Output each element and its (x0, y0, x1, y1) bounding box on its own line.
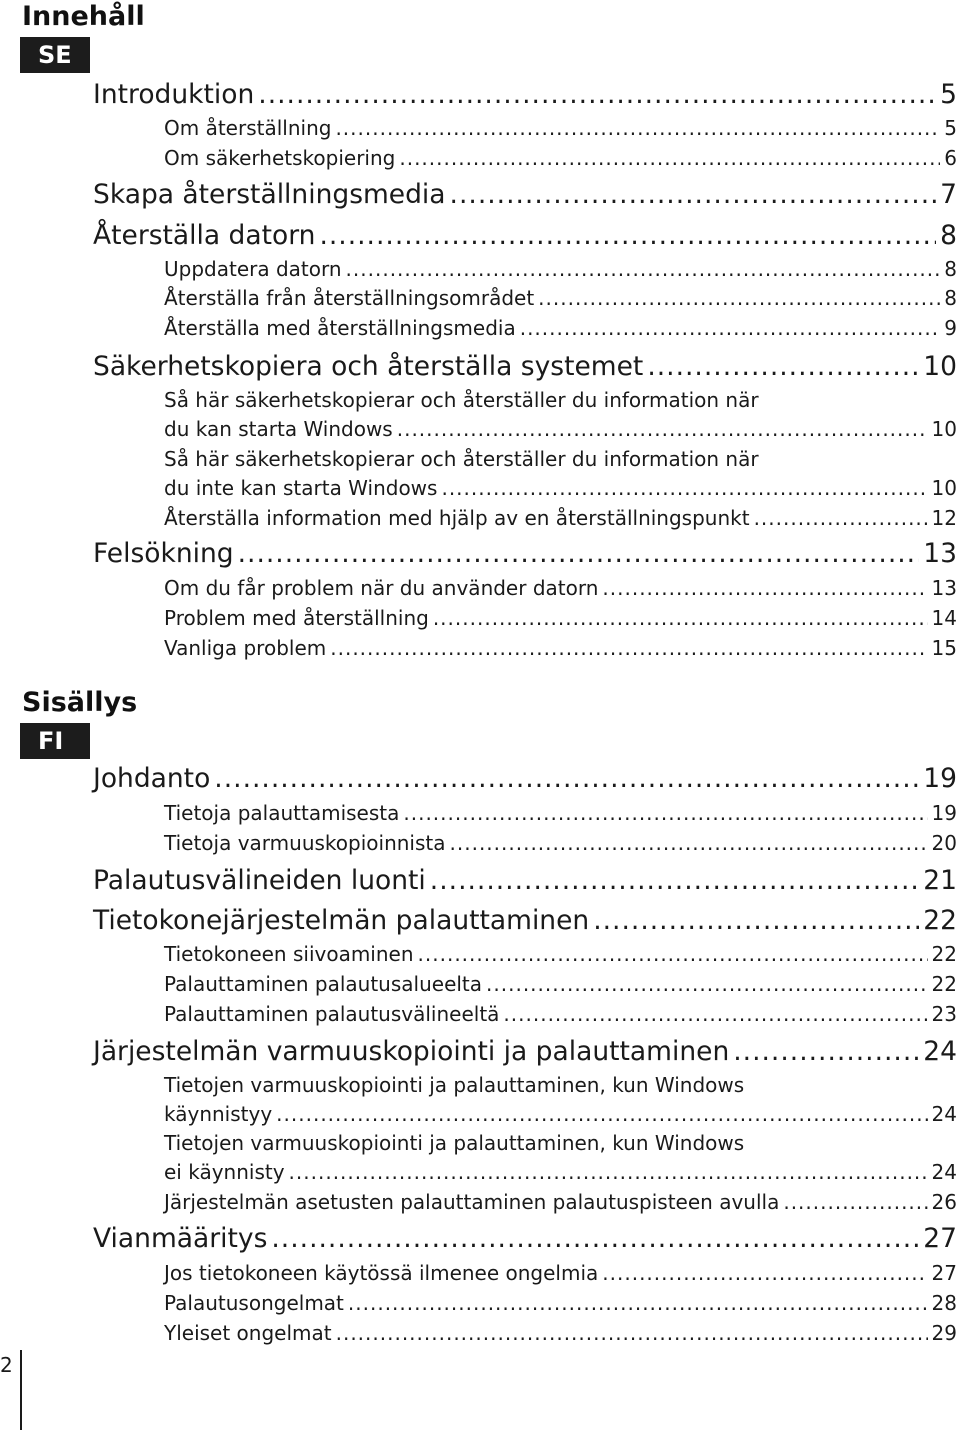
toc-page-number: 8 (944, 257, 957, 281)
toc-page-number: 27 (923, 1223, 957, 1254)
toc-page-number: 8 (940, 220, 957, 251)
toc-entry-level1[interactable] (93, 1222, 957, 1256)
toc-entry-title: käynnistyy (164, 1102, 273, 1126)
toc-entry-level2[interactable] (164, 1071, 957, 1129)
toc-leader-dots (399, 144, 940, 173)
toc-entry-title: Palautusvälineiden luonti (93, 865, 426, 896)
toc-entry-level1[interactable] (93, 537, 957, 571)
toc-entry-title-line1: Så här säkerhetskopierar och återställer du information när (164, 447, 759, 471)
toc-leader-dots (319, 219, 936, 253)
toc-entry-level2[interactable] (164, 940, 957, 969)
toc-entry-level1[interactable] (93, 178, 957, 212)
toc-page-number: 19 (931, 801, 957, 825)
toc-entry-title: Järjestelmän asetusten palauttaminen palautuspisteen avulla (164, 1190, 780, 1214)
toc-page-number: 10 (931, 417, 957, 441)
toc-entry-level2[interactable] (164, 604, 957, 633)
toc-entry-title: Järjestelmän varmuuskopiointi ja palauttaminen (93, 1036, 730, 1067)
toc-entry-level1[interactable] (93, 78, 957, 112)
toc-entry-level2[interactable] (164, 114, 957, 143)
toc-page-number: 23 (931, 1002, 957, 1026)
toc-entry-title: ei käynnisty (164, 1160, 285, 1184)
toc-entry-title: Jos tietokoneen käytössä ilmenee ongelmia (164, 1261, 599, 1285)
toc-leader-dots (441, 474, 927, 503)
toc-leader-dots (503, 1000, 927, 1029)
toc-leader-dots (214, 762, 919, 796)
toc-entry-title: Palauttaminen palautusvälineeltä (164, 1002, 500, 1026)
toc-leader-dots (538, 284, 940, 313)
toc-page-number: 21 (923, 865, 957, 896)
toc-leader-dots (403, 799, 927, 828)
toc-page-number: 22 (923, 905, 957, 936)
toc-leader-dots (754, 504, 928, 533)
toc-entry-level2[interactable] (164, 799, 957, 828)
toc-leader-dots (593, 904, 919, 938)
footer-page-number: 2 (0, 1353, 13, 1377)
toc-entry-title: Återställa datorn (93, 220, 316, 251)
toc-page-number: 26 (931, 1190, 957, 1214)
toc-leader-dots (418, 940, 928, 969)
toc-entry-level1[interactable] (93, 1035, 957, 1069)
toc-entry-level2[interactable] (164, 1129, 957, 1187)
toc-leader-dots (271, 1222, 919, 1256)
toc-leader-dots (289, 1158, 928, 1187)
toc-leader-dots (335, 114, 940, 143)
toc-leader-dots (602, 1259, 927, 1288)
toc-entry-title: Palautusongelmat (164, 1291, 344, 1315)
toc-entry-title: Tietokonejärjestelmän palauttaminen (93, 905, 590, 936)
toc-page-number: 22 (931, 942, 957, 966)
toc-entry-level2[interactable] (164, 284, 957, 313)
toc-page-number: 5 (944, 116, 957, 140)
toc-entry-title: Palauttaminen palautusalueelta (164, 972, 483, 996)
toc-entry-level2[interactable] (164, 1188, 957, 1217)
toc-entry-title: Johdanto (93, 763, 211, 794)
toc-entry-level1[interactable] (93, 864, 957, 898)
toc-leader-dots (486, 970, 928, 999)
toc-entry-level2[interactable] (164, 1000, 957, 1029)
toc-entry-title: Problem med återställning (164, 606, 429, 630)
toc-page-number: 19 (923, 763, 957, 794)
toc-entry-level1[interactable] (93, 904, 957, 938)
toc-entry-title: du kan starta Windows (164, 417, 393, 441)
toc-leader-dots (520, 314, 941, 343)
toc-leader-dots (783, 1188, 927, 1217)
toc-entry-level2[interactable] (164, 1319, 957, 1348)
toc-leader-dots (258, 78, 936, 112)
section-heading-fi: Sisällys (22, 687, 138, 718)
toc-page-number: 9 (944, 316, 957, 340)
toc-page-number: 24 (931, 1160, 957, 1184)
toc-entry-title: Felsökning (93, 538, 234, 569)
toc-entry-level1[interactable] (93, 762, 957, 796)
toc-entry-level2[interactable] (164, 144, 957, 173)
toc-entry-level2[interactable] (164, 445, 957, 503)
toc-page-number: 13 (923, 538, 957, 569)
toc-leader-dots (330, 634, 927, 663)
toc-page-number: 8 (944, 286, 957, 310)
toc-leader-dots (647, 350, 919, 384)
toc-leader-dots (397, 415, 928, 444)
toc-entry-title: Vianmääritys (93, 1223, 268, 1254)
toc-page-number: 28 (931, 1291, 957, 1315)
toc-entry-title: Om du får problem när du använder datorn (164, 576, 599, 600)
toc-entry-title: Uppdatera datorn (164, 257, 342, 281)
toc-leader-dots (430, 864, 919, 898)
toc-entry-level2[interactable] (164, 970, 957, 999)
toc-leader-dots (733, 1035, 919, 1069)
toc-entry-title-line1: Tietojen varmuuskopiointi ja palauttaminen, kun Windows (164, 1073, 745, 1097)
toc-page-number: 20 (931, 831, 957, 855)
toc-entry-title: Återställa från återställningsområdet (164, 286, 535, 310)
language-badge-se: SE (20, 37, 90, 73)
toc-page-number: 15 (931, 636, 957, 660)
toc-entry-title: Tietoja palauttamisesta (164, 801, 400, 825)
section-heading-se: Innehåll (22, 1, 145, 32)
toc-entry-title: Återställa information med hjälp av en återställningspunkt (164, 506, 750, 530)
toc-entry-title: Skapa återställningsmedia (93, 179, 446, 210)
toc-entry-title: Återställa med återställningsmedia (164, 316, 516, 340)
toc-entry-level1[interactable] (93, 219, 957, 253)
toc-entry-title-line1: Tietojen varmuuskopiointi ja palauttaminen, kun Windows (164, 1131, 745, 1155)
toc-entry-title: Om återställning (164, 116, 332, 140)
toc-page-number: 14 (931, 606, 957, 630)
toc-leader-dots (433, 604, 928, 633)
toc-entry-title: Om säkerhetskopiering (164, 146, 396, 170)
toc-entry-title: du inte kan starta Windows (164, 476, 438, 500)
toc-leader-dots (336, 1319, 928, 1348)
toc-page-number: 12 (931, 506, 957, 530)
toc-entry-title: Tietoja varmuuskopioinnista (164, 831, 446, 855)
language-badge-fi: FI (20, 723, 90, 759)
toc-entry-level2[interactable] (164, 1289, 957, 1318)
toc-leader-dots (346, 255, 941, 284)
toc-leader-dots (602, 574, 927, 603)
toc-entry-level1[interactable] (93, 350, 957, 384)
toc-page-number: 13 (931, 576, 957, 600)
toc-entry-level2[interactable] (164, 255, 957, 284)
toc-entry-level2[interactable] (164, 829, 957, 858)
toc-page-number: 29 (931, 1321, 957, 1345)
toc-leader-dots (450, 178, 937, 212)
toc-page-number: 5 (940, 79, 957, 110)
toc-page-number: 24 (923, 1036, 957, 1067)
toc-entry-level2[interactable] (164, 574, 957, 603)
toc-entry-title: Tietokoneen siivoaminen (164, 942, 414, 966)
toc-entry-title: Introduktion (93, 79, 255, 110)
toc-page-number: 10 (931, 476, 957, 500)
toc-page-number: 22 (931, 972, 957, 996)
toc-entry-level2[interactable] (164, 634, 957, 663)
toc-page-number: 27 (931, 1261, 957, 1285)
toc-entry-level2[interactable] (164, 386, 957, 444)
toc-page-number: 24 (931, 1102, 957, 1126)
toc-leader-dots (276, 1100, 927, 1129)
toc-entry-level2[interactable] (164, 1259, 957, 1288)
toc-entry-title: Yleiset ongelmat (164, 1321, 332, 1345)
toc-leader-dots (238, 537, 920, 571)
toc-page-number: 10 (923, 351, 957, 382)
toc-entry-title-line1: Så här säkerhetskopierar och återställer du information när (164, 388, 759, 412)
toc-leader-dots (450, 829, 928, 858)
footer-rule (20, 1350, 22, 1430)
toc-entry-level2[interactable] (164, 314, 957, 343)
toc-page-number: 7 (940, 179, 957, 210)
toc-entry-title: Vanliga problem (164, 636, 327, 660)
toc-page-number: 6 (944, 146, 957, 170)
toc-leader-dots (348, 1289, 928, 1318)
toc-entry-title: Säkerhetskopiera och återställa systemet (93, 351, 644, 382)
toc-entry-level2[interactable] (164, 504, 957, 533)
